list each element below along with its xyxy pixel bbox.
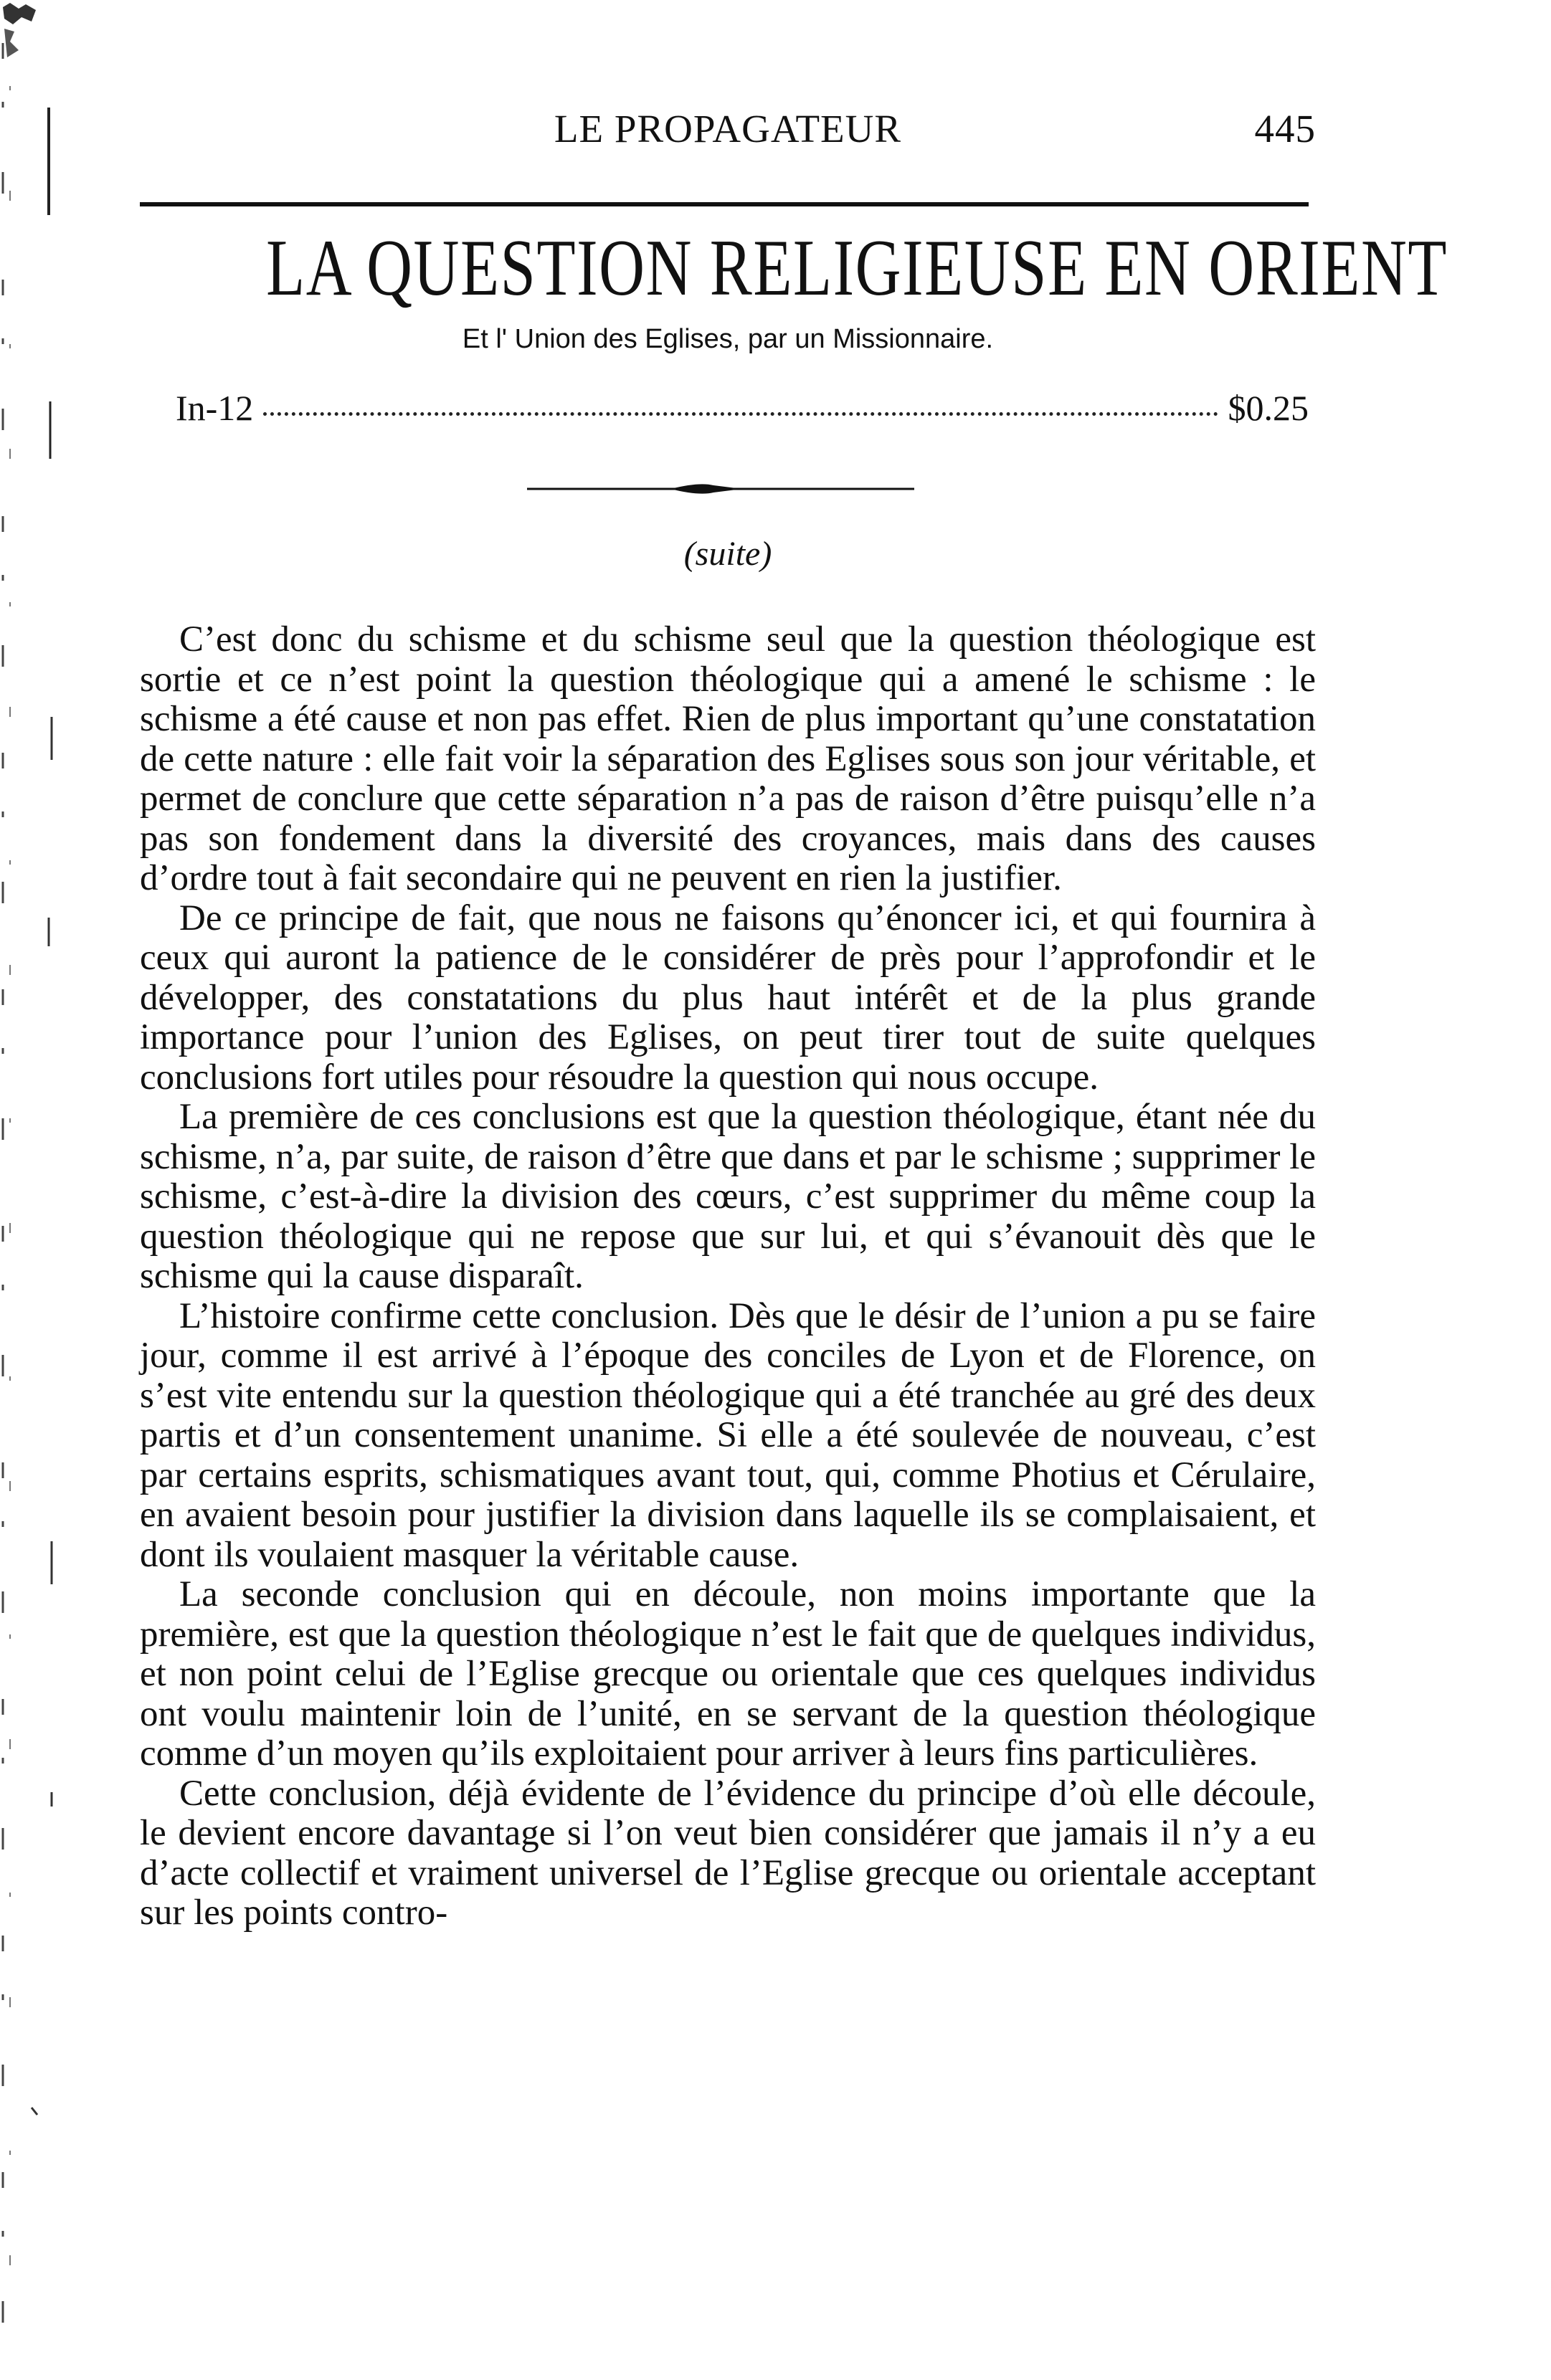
book-title: LA QUESTION RELIGIEUSE EN ORIENT bbox=[266, 224, 1448, 313]
paragraph: Cette conclusion, déjà évidente de l’évidence du principe d’où elle découle, le devient encore davantage si l’on veut bien considérer que jamais il n’y a eu d’acte collectif et vraiment universel de l’Eglise grecque ou orientale acceptant sur les points contro- bbox=[140, 1773, 1316, 1933]
running-title: LE PROPAGATEUR bbox=[554, 107, 902, 151]
continuation-label: (suite) bbox=[683, 535, 772, 573]
running-header bbox=[140, 106, 1316, 156]
book-price: $0.25 bbox=[1228, 388, 1309, 428]
price-line bbox=[176, 387, 1309, 437]
paragraph: De ce principe de fait, que nous ne faisons qu’énoncer ici, et qui fournira à ceux qui auront la patience de le considérer de près pour l’approfondir et le développer, des constatations du plus haut intérêt et de la plus grande importance pour l’union des Eglises, on peut tirer tout de suite quelques conclusions fort utiles pour résoudre la question qui nous occupe. bbox=[140, 898, 1316, 1098]
book-format: In-12 bbox=[176, 388, 254, 428]
header-rule bbox=[140, 202, 1309, 206]
article-body bbox=[140, 620, 1316, 1933]
ornament-divider bbox=[527, 478, 914, 500]
paragraph: L’histoire confirme cette conclusion. Dès que le désir de l’union a pu se faire jour, comme il est arrivé à l’époque des conciles de Lyon et de Florence, on s’est vite entendu sur la question théologique qui a été tranchée au gré des deux partis et d’un consentement unanime. Si elle a été soulevée de nouveau, c’est par certains esprits, schismatiques avant tout, qui, comme Photius et Cérulaire, en avaient besoin pour justifier la division dans laquelle ils se complaisaient, et dont ils voulaient masquer la véritable cause. bbox=[140, 1295, 1316, 1575]
paragraph: La seconde conclusion qui en découle, non moins importante que la première, est que la question théologique n’est le fait que de quelques individus, et non point celui de l’Eglise grecque ou orientale que ces quelques individus ont voulu maintenir loin de l’unité, en se servant de la question théologique comme d’un moyen qu’ils exploitaient pour arriver à leurs fins particulières. bbox=[140, 1574, 1316, 1774]
scanned-page-edge bbox=[0, 0, 54, 2380]
book-subtitle: Et l' Union des Eglises, par un Missionnaire. bbox=[462, 324, 994, 354]
paragraph: C’est donc du schisme et du schisme seul que la question théologique est sortie et ce n’est point la question théologique qui a amené le schisme : le schisme a été cause et non pas effet. Rien de plus important qu’une constatation de cette nature : elle fait voir la séparation des Eglises sous son jour véritable, et permet de conclure que cette séparation n’a pas de raison d’être puisqu’elle n’a pas son fondement dans la diversité des croyances, mais dans des causes d’ordre tout à fait secondaire qui ne peuvent en rien la justifier. bbox=[140, 619, 1316, 898]
dot-leader bbox=[263, 412, 1218, 416]
page-number: 445 bbox=[1254, 107, 1316, 151]
paragraph: La première de ces conclusions est que la question théologique, étant née du schisme, n’a, par suite, de raison d’être que dans et par le schisme ; supprimer le schisme, c’est-à-dire la division des cœurs, c’est supprimer du même coup la question théologique qui ne repose que sur lui, et qui s’évanouit dès que le schisme qui la cause disparaît. bbox=[140, 1097, 1316, 1296]
